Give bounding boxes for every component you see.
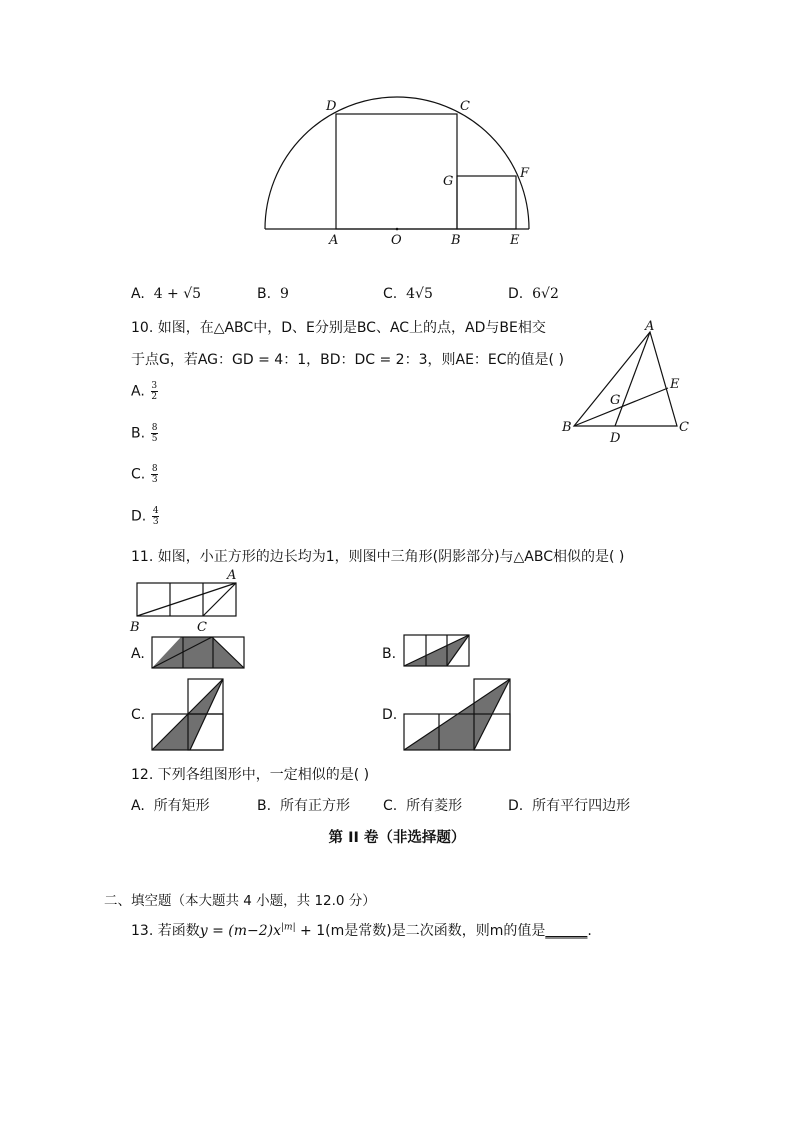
part-2-heading: 二、填空题（本大题共 4 小题，共 12.0 分） xyxy=(104,893,376,909)
label-F: F xyxy=(520,166,530,181)
label-A: A xyxy=(227,568,237,583)
label-O: O xyxy=(391,233,402,248)
q9-option-c[interactable]: C. 4√5 xyxy=(383,286,433,302)
semicircle-figure xyxy=(0,0,794,260)
triangle-ABC xyxy=(574,332,677,426)
label-A: A xyxy=(329,233,339,248)
q12-text: 12. 下列各组图形中，一定相似的是( ) xyxy=(131,767,370,783)
label-B: B xyxy=(562,420,572,435)
q12-option-c[interactable]: C. 所有菱形 xyxy=(383,798,463,814)
segment-AD xyxy=(615,332,650,426)
label-E: E xyxy=(510,233,520,248)
square-ABCD xyxy=(336,114,457,229)
q13-exponent: |m| xyxy=(281,922,296,933)
q11-option-d-figure[interactable] xyxy=(402,677,514,752)
label-C: C xyxy=(197,620,207,635)
label-C: C xyxy=(460,99,470,114)
q11-text: 11. 如图，小正方形的边长均为1，则图中三角形(阴影部分)与△ABC相似的是( ) xyxy=(131,549,625,565)
square-BEFG xyxy=(457,176,516,229)
q10-option-b[interactable]: B. $\frac{8}{5}$ xyxy=(131,423,158,444)
q10-option-d[interactable]: D. $\frac{4}{3}$ xyxy=(131,506,159,527)
label-D: D xyxy=(610,431,621,446)
q10-text-line1: 10. 如图，在△ABC中，D、E分别是BC、AC上的点，AD与BE相交 xyxy=(131,320,546,336)
q12-option-b[interactable]: B. 所有正方形 xyxy=(257,798,350,814)
label-E: E xyxy=(670,377,680,392)
q11-option-d-label[interactable]: D. xyxy=(382,707,398,723)
q12-option-a[interactable]: A. 所有矩形 xyxy=(131,798,210,814)
label-B: B xyxy=(130,620,140,635)
q13-formula: y = (m−2)x xyxy=(199,923,281,939)
q12-option-d[interactable]: D. 所有平行四边形 xyxy=(508,798,631,814)
q11-option-b-figure[interactable] xyxy=(402,633,472,668)
q13-text: 13. 若函数$y = (m-2)x^{|m|} + 1(m$是常数)是二次函数，则m的值是______. xyxy=(131,922,592,939)
label-D: D xyxy=(326,99,337,114)
label-G: G xyxy=(610,393,621,408)
q11-option-c-figure[interactable] xyxy=(150,677,226,752)
q11-reference-figure xyxy=(125,565,250,635)
q10-text-line2: 于点G，若AG：GD = 4：1，BD：DC = 2：3，则AE：EC的值是( ) xyxy=(131,352,564,368)
semicircle-arc xyxy=(265,97,529,229)
q11-option-a-label[interactable]: A. xyxy=(131,646,145,662)
q10-triangle-figure xyxy=(555,315,700,450)
q11-option-c-label[interactable]: C. xyxy=(131,707,146,723)
segment-BE xyxy=(574,388,668,426)
section-2-title: 第 II 卷（非选择题） xyxy=(328,830,466,846)
q9-option-a[interactable]: A. 4 + √5 xyxy=(131,286,202,302)
label-B: B xyxy=(451,233,461,248)
q9-option-b[interactable]: B. 9 xyxy=(257,286,289,302)
label-A: A xyxy=(645,319,655,334)
center-point xyxy=(396,228,399,231)
q10-option-c[interactable]: C. $\frac{8}{3}$ xyxy=(131,464,158,485)
label-C: C xyxy=(679,420,689,435)
q11-option-b-label[interactable]: B. xyxy=(382,646,397,662)
q13-answer-blank[interactable]: ______ xyxy=(545,923,588,939)
q10-option-a[interactable]: A. $\frac{3}{2}$ xyxy=(131,381,158,402)
segment-BA xyxy=(137,583,236,616)
q9-option-d[interactable]: D. 6√2 xyxy=(508,286,559,302)
label-G: G xyxy=(443,174,454,189)
q11-option-a-figure[interactable] xyxy=(150,635,246,670)
